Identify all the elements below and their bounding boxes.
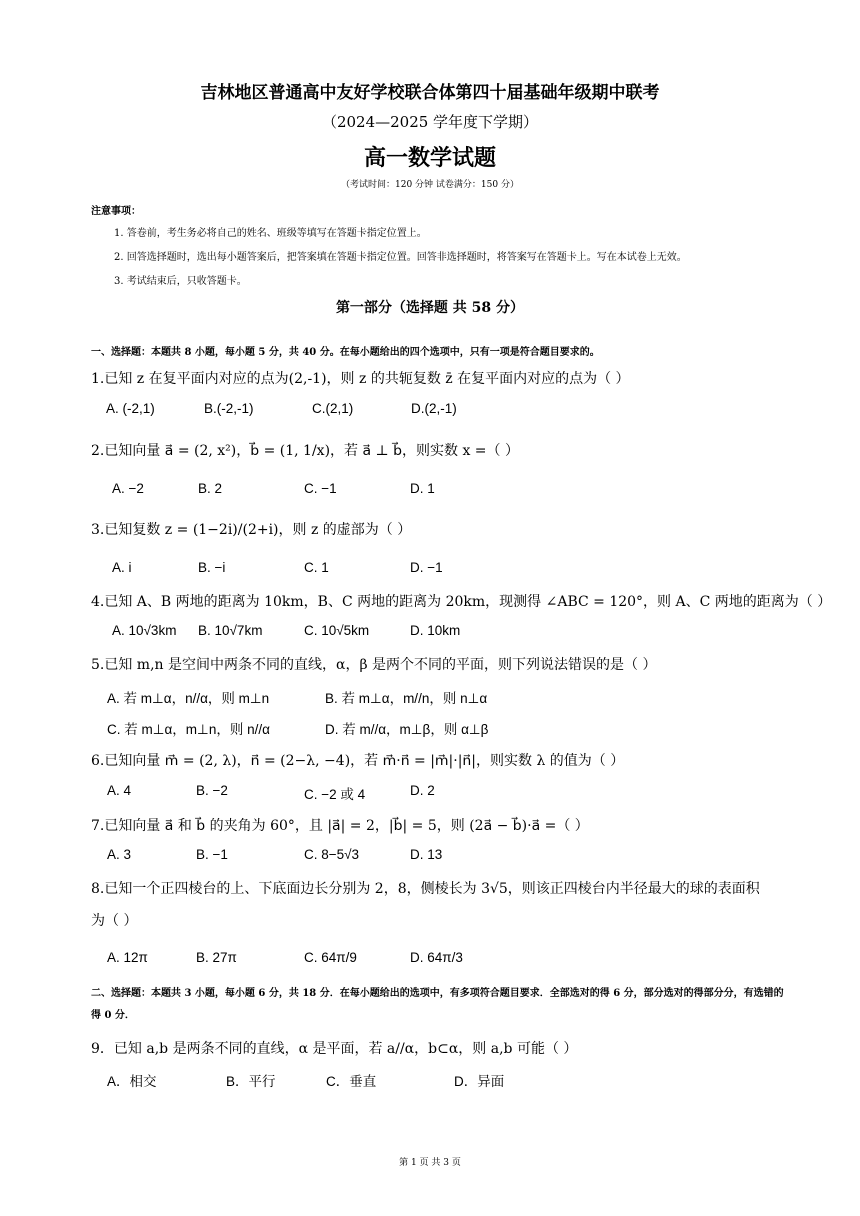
note-item: 1. 答卷前，考生务必将自己的姓名、班级等填写在答题卡指定位置上。 [114,228,427,239]
note-item: 2. 回答选择题时，选出每小题答案后，把答案填在答题卡指定位置。回答非选择题时，将答案写在答题卡上。写在本试卷上无效。 [114,252,687,263]
option-b: B. 10√7km [198,623,263,638]
option-a: A. i [112,560,132,575]
option-d: D. 2 [410,783,435,798]
option-a: A. 4 [107,783,132,798]
section-heading: 一、选择题：本题共 8 小题，每小题 5 分，共 40 分。在每小题给出的四个选项中，只有一项是符合题目要求的。 [91,347,600,358]
option-d: D. 64π/3 [410,950,463,965]
option-c: C. 64π/9 [304,950,357,965]
page-title: 高一数学试题 [363,145,496,171]
part-title: 第一部分（选择题 共 58 分） [335,300,525,316]
question-stem: 1.已知 z 在复平面内对应的点为(2,-1)，则 z 的共轭复数 z̄ 在复平面内对应的点为（ ） [91,371,630,387]
option-c: C. −2 或 4 [304,787,366,802]
option-b: B. −1 [196,847,228,862]
option-b: B.(-2,-1) [204,401,254,416]
question-stem: 6.已知向量 m⃗ = (2, λ)，n⃗ = (2−λ, −4)，若 m⃗·n⃗ = |m⃗|·|n⃗|，则实数 λ 的值为（ ） [91,753,625,769]
section-heading: 二、选择题：本题共 3 小题，每小题 6 分，共 18 分．在每小题给出的选项中，有多项符合题目要求．全部选对的得 6 分，部分选对的得部分分，有选错的得 0 分． [91,988,784,1021]
option-a: A. 若 m⊥α，n//α，则 m⊥n [107,691,270,706]
question-stem: 2.已知向量 a⃗ = (2, x²)，b⃗ = (1, 1/x)，若 a⃗ ⊥ b⃗，则实数 x =（ ） [91,443,519,459]
question-stem: 3.已知复数 z = (1−2i)/(2+i)，则 z 的虚部为（ ） [91,522,412,538]
option-c: C．垂直 [326,1074,377,1089]
question-stem: 5.已知 m,n 是空间中两条不同的直线，α，β 是两个不同的平面，则下列说法错误的是（ ） [91,657,657,673]
question-stem: 7.已知向量 a⃗ 和 b⃗ 的夹角为 60°，且 |a⃗| = 2，|b⃗| = 5，则 (2a⃗ − b⃗)·a⃗ =（ ） [91,818,589,834]
option-c: C. 若 m⊥α，m⊥n，则 n//α [107,722,270,737]
question-stem-continued: 为（ ） [91,913,138,929]
notes-heading: 注意事项： [91,206,141,217]
question-stem: 8.已知一个正四棱台的上、下底面边长分别为 2，8，侧棱长为 3√5，则该正四棱台内半径最大的球的表面积 [91,881,760,897]
page-number: 第 1 页 共 3 页 [399,1158,461,1168]
option-a: A. 12π [107,950,148,965]
option-c: C. 1 [304,560,329,575]
option-a: A．相交 [107,1074,157,1089]
option-c: C. −1 [304,481,337,496]
exam-meta: （考试时间：120 分钟 试卷满分：150 分） [341,180,519,190]
question-stem: 4.已知 A、B 两地的距离为 10km，B、C 两地的距离为 20km，现测得 ∠ABC = 120°，则 A、C 两地的距离为（ ） [91,594,832,610]
option-c: C. 10√5km [304,623,370,638]
option-d: D. 若 m//α，m⊥β，则 α⊥β [325,722,489,737]
option-b: B. 27π [196,950,237,965]
option-a: A. 3 [107,847,132,862]
note-item: 3. 考试结束后，只收答题卡。 [114,276,247,287]
option-c: C. 8−5√3 [304,847,360,862]
option-d: D. −1 [410,560,443,575]
option-b: B. 若 m⊥α，m//n，则 n⊥α [325,691,488,706]
option-d: D．异面 [454,1074,505,1089]
option-a: A. (-2,1) [106,401,155,416]
option-d: D. 13 [410,847,443,862]
option-c: C.(2,1) [312,401,354,416]
option-b: B. −2 [196,783,228,798]
question-stem: 9．已知 a,b 是两条不同的直线，α 是平面，若 a//α，b⊂α，则 a,b 可能（ ） [91,1041,578,1057]
option-a: A. −2 [112,481,144,496]
option-b: B. 2 [198,481,223,496]
option-d: D. 1 [410,481,435,496]
option-b: B．平行 [226,1074,276,1089]
option-b: B. −i [198,560,226,575]
school-year: （2024—2025 学年度下学期） [321,113,539,131]
option-d: D. 10km [410,623,461,638]
exam-title: 吉林地区普通高中友好学校联合体第四十届基础年级期中联考 [200,83,660,103]
option-a: A. 10√3km [112,623,177,638]
option-d: D.(2,-1) [411,401,457,416]
